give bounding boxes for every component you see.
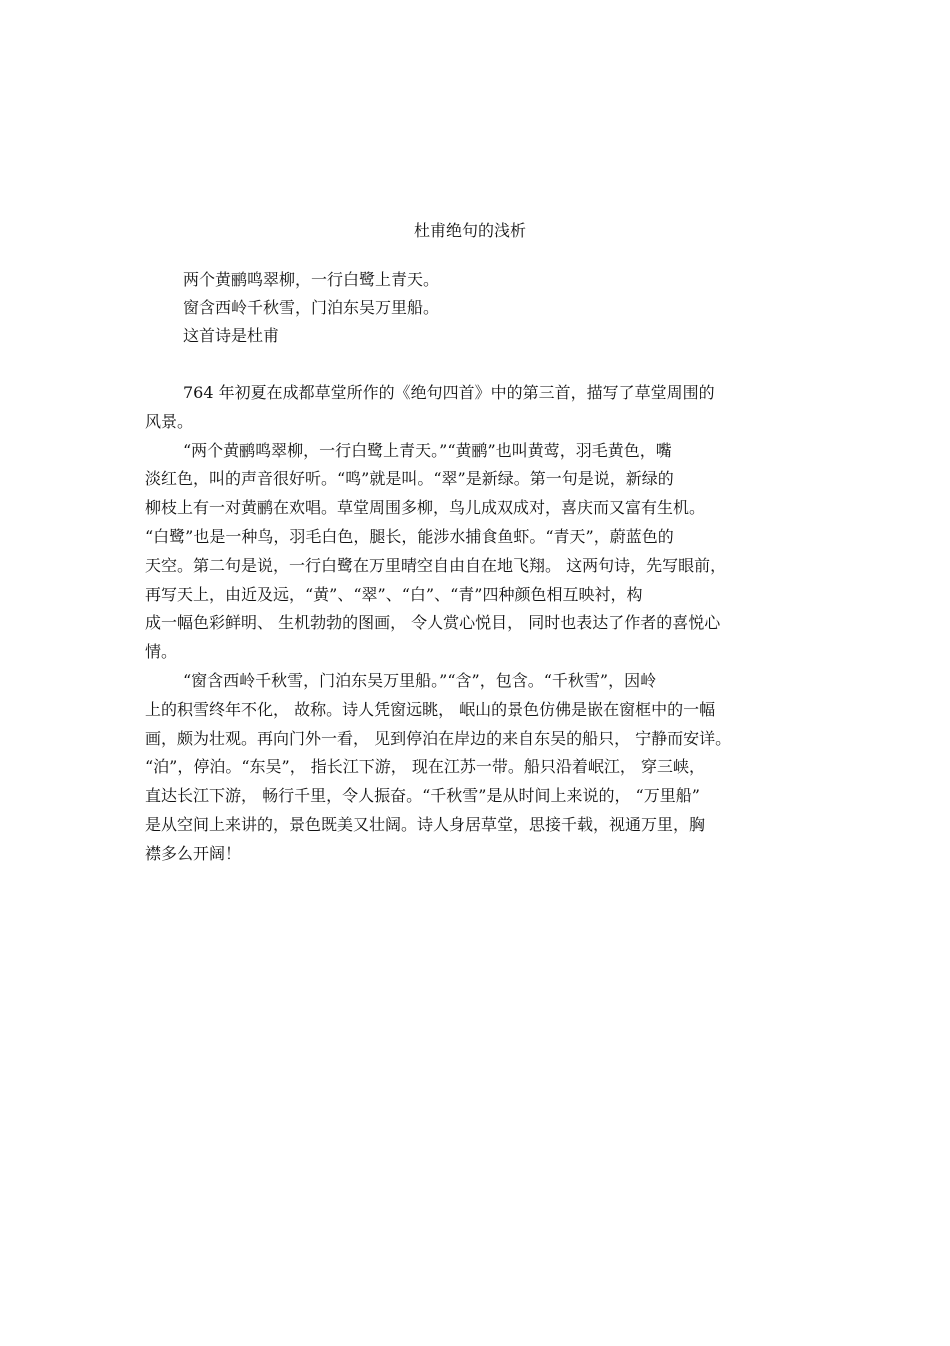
paragraph-line: 情。 — [145, 642, 178, 662]
paragraph-line: “两个黄鹂鸣翠柳，一行白鹭上青天。”“黄鹂”也叫黄莺，羽毛黄色，嘴 — [183, 440, 672, 460]
paragraph-line: 天空。第二句是说，一行白鹭在万里晴空自由自在地飞翔。 这两句诗，先写眼前， — [145, 555, 727, 575]
analysis-body — [145, 379, 795, 869]
paragraph-line: 上的积雪终年不化， 故称。诗人凭窗远眺， 岷山的景色仿佛是嵌在窗框中的一幅 — [145, 699, 716, 719]
paragraph-line: 画，颇为壮观。再向门外一看， 见到停泊在岸边的来自东吴的船只， 宁静而安详。 — [145, 728, 732, 748]
paragraph-line: 764 年初夏在成都草堂所作的《绝句四首》中的第三首，描写了草堂周围的 — [183, 383, 715, 402]
paragraph-line: 风景。 — [145, 411, 194, 431]
paragraph-line: 淡红色，叫的声音很好听。“鸣”就是叫。“翠”是新绿。第一句是说，新绿的 — [145, 469, 674, 489]
paragraph-line: 成一幅色彩鲜明、 生机勃勃的图画， 令人赏心悦目， 同时也表达了作者的喜悦心 — [145, 613, 721, 633]
paragraph-line: 再写天上，由近及远，“黄”、“翠”、“白”、“青”四种颜色相互映衬，构 — [145, 584, 643, 604]
paragraph-line: 是从空间上来讲的，景色既美又壮阔。诗人身居草堂，思接千载，视通万里，胸 — [145, 814, 706, 834]
paragraph-line: 柳枝上有一对黄鹂在欢唱。草堂周围多柳，鸟儿成双成对，喜庆而又富有生机。 — [145, 498, 706, 518]
paragraph-1 — [145, 379, 795, 437]
paragraph-line: “窗含西岭千秋雪，门泊东吴万里船。”“含”，包含。“千秋雪”，因岭 — [183, 670, 657, 690]
paragraph-line: “泊”，停泊。“东吴”， 指长江下游， 现在江苏一带。船只沿着岷江， 穿三峡， — [145, 757, 705, 777]
poem-intro-line: 这首诗是杜甫 — [183, 326, 280, 345]
paragraph-line: 襟多么开阔！ — [145, 843, 242, 863]
paragraph-line: 直达长江下游， 畅行千里，令人振奋。“千秋雪”是从时间上来说的， “万里船” — [145, 786, 700, 806]
document-title: 杜甫绝句的浅析 — [413, 221, 526, 240]
paragraph-2 — [145, 437, 795, 667]
poem-block — [183, 266, 439, 350]
paragraph-3 — [145, 667, 795, 869]
poem-line: 两个黄鹂鸣翠柳，一行白鹭上青天。 — [183, 270, 440, 289]
poem-line: 窗含西岭千秋雪，门泊东吴万里船。 — [183, 298, 440, 317]
paragraph-line: “白鹭”也是一种鸟，羽毛白色，腿长，能涉水捕食鱼虾。“青天”，蔚蓝色的 — [145, 526, 674, 546]
